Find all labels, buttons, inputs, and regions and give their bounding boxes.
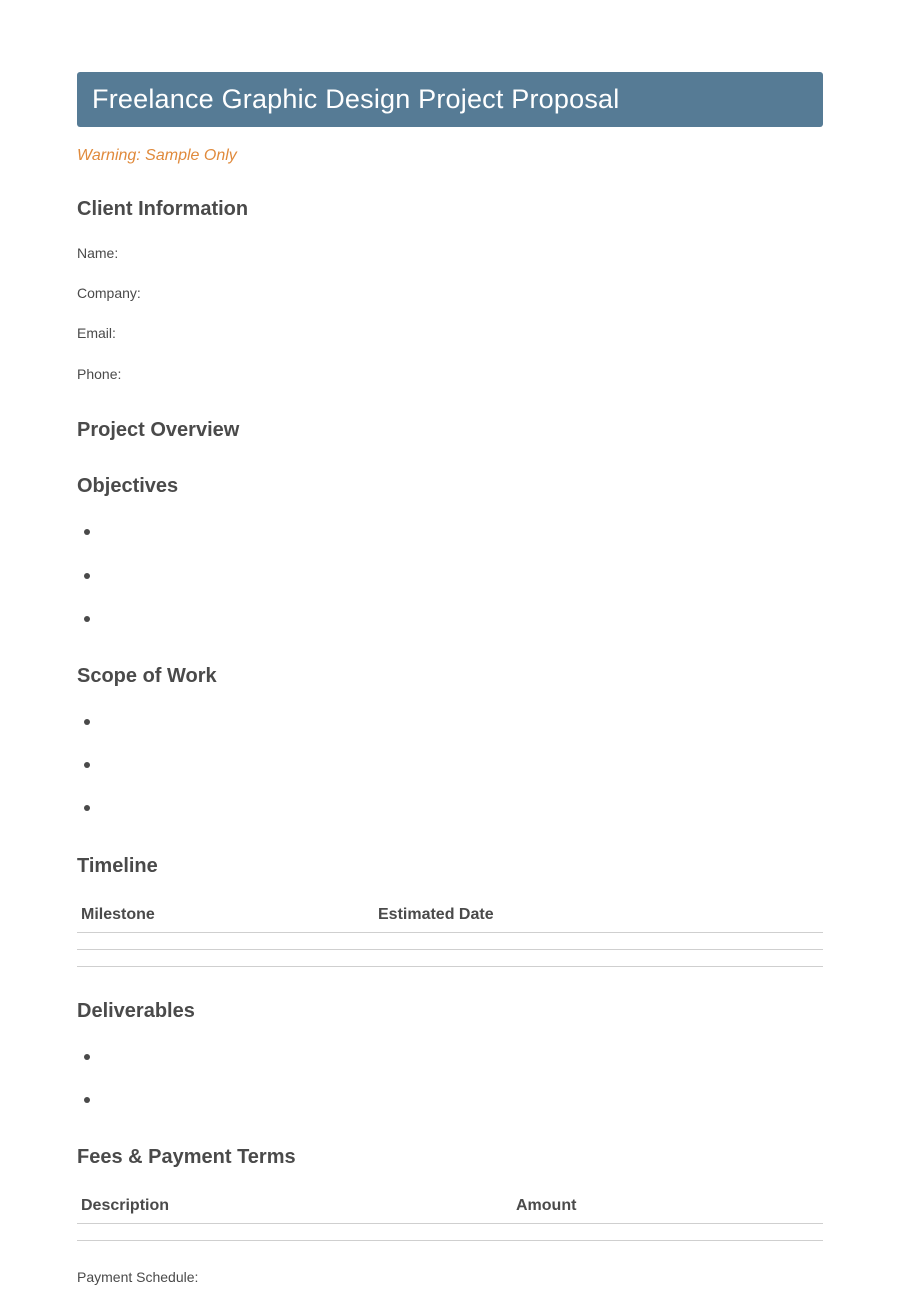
milestone-column-header: Milestone [81,906,155,923]
scope-bullet [84,805,90,811]
table-row [77,950,823,967]
table-row [77,1224,823,1241]
fees-table [77,1189,823,1241]
timeline-header-row [77,898,823,933]
timeline-heading: Timeline [77,855,158,877]
scope-bullet [84,762,90,768]
client-email-label: Email: [77,325,116,341]
objective-bullet [84,616,90,622]
fees-heading: Fees & Payment Terms [77,1146,296,1168]
client-name-label: Name: [77,245,119,261]
proposal-document [77,72,823,1285]
objectives-heading: Objectives [77,475,179,497]
amount-column-header: Amount [516,1197,577,1214]
client-company-label: Company: [77,285,141,301]
page-title: Freelance Graphic Design Project Proposal [92,84,620,114]
table-row [77,933,823,950]
estimated-date-column-header: Estimated Date [378,906,494,923]
client-information-heading: Client Information [77,198,249,220]
description-column-header: Description [81,1197,170,1214]
fees-header-row [77,1189,823,1224]
title-banner [77,72,823,127]
objective-bullet [84,529,90,535]
client-phone-label: Phone: [77,366,122,382]
scope-bullet [84,719,90,725]
timeline-table [77,898,823,967]
scope-of-work-heading: Scope of Work [77,665,217,687]
project-overview-heading: Project Overview [77,419,240,441]
deliverable-bullet [84,1054,90,1060]
objective-bullet [84,573,90,579]
deliverable-bullet [84,1097,90,1103]
deliverables-heading: Deliverables [77,1000,195,1022]
payment-schedule-label: Payment Schedule: [77,1269,199,1285]
sample-warning: Warning: Sample Only [77,147,237,164]
